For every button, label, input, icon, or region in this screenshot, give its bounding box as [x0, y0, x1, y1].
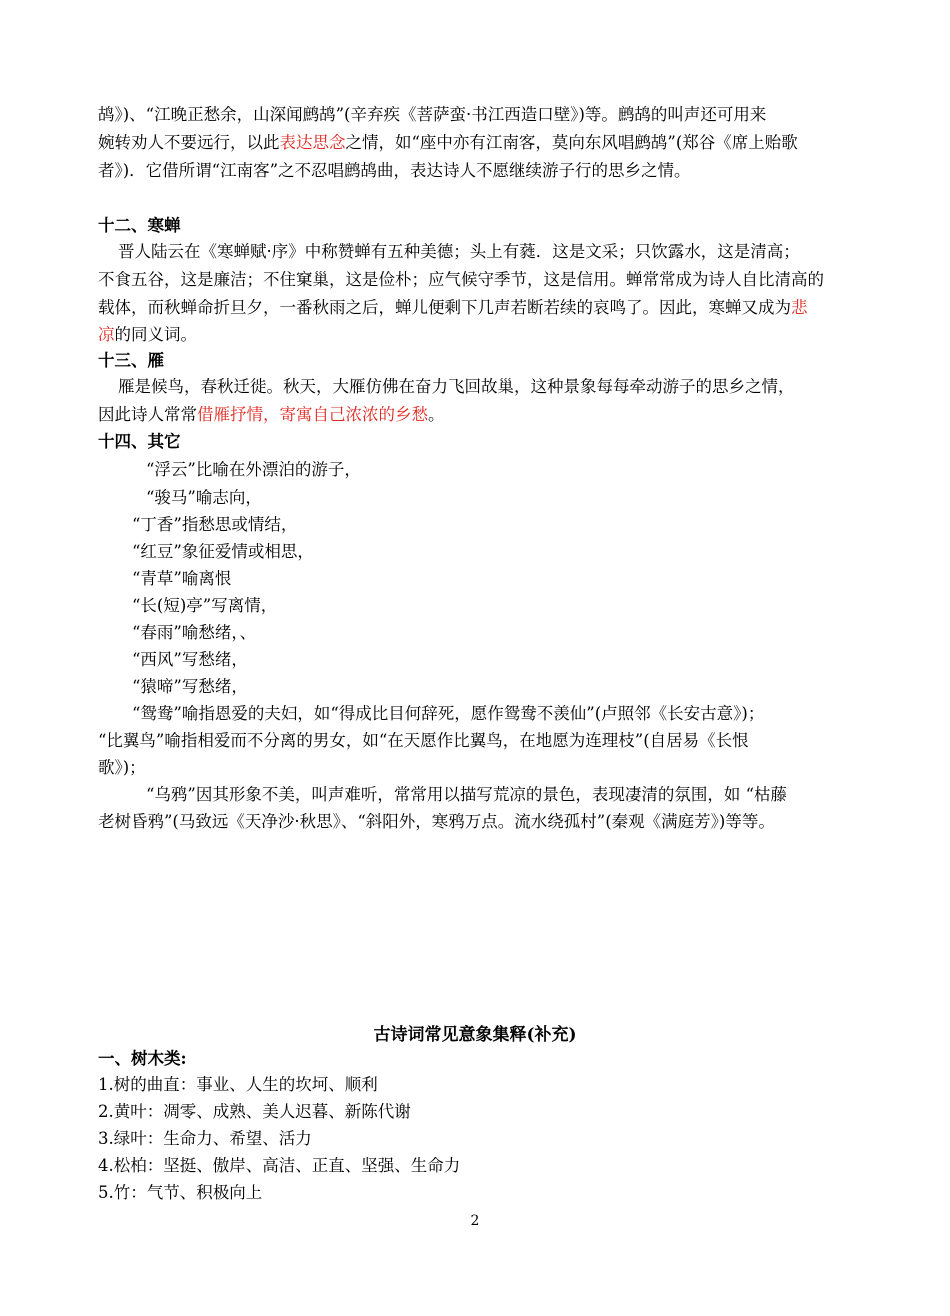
section-heading: 一、树木类: — [98, 1049, 187, 1068]
text-span: 因此诗人常常 — [98, 405, 197, 424]
list-item: 1.树的曲直：事业、人生的坎坷、顺利 — [98, 1075, 378, 1094]
paragraph-line — [98, 266, 824, 293]
list-item: “青草”喻离恨 — [132, 569, 232, 588]
list-item: 歌》)； — [98, 758, 146, 777]
highlight-text: 悲 — [791, 298, 808, 317]
text-span: 晋人陆云在《寒蝉赋·序》中称赞蝉有五种美德；头上有蕤．这是文采；只饮露水，这是清高； — [118, 242, 800, 261]
list-item: 4.松柏：坚挺、傲岸、高洁、正直、坚强、生命力 — [98, 1156, 461, 1175]
highlight-text: 借雁抒情，寄寓自己浓浓的乡愁 — [197, 405, 428, 424]
list-item: “猿啼”写愁绪， — [132, 677, 248, 696]
paragraph-line — [98, 101, 766, 128]
paragraph-line — [118, 373, 795, 400]
paragraph-line — [98, 401, 445, 428]
text-span: 者》)．它借所谓“江南客”之不忍唱鹧鸪曲，表达诗人不愿继续游子行的思乡之情。 — [98, 161, 691, 180]
paragraph-line — [118, 238, 800, 265]
list-item: 2.黄叶：凋零、成熟、美人迟暮、新陈代谢 — [98, 1102, 411, 1121]
text-span: 雁是候鸟，春秋迁徙。秋天，大雁仿佛在奋力飞回故巢，这种景象每每牵动游子的思乡之情， — [118, 377, 795, 396]
text-span: 的同义词。 — [114, 325, 197, 344]
list-item: “浮云”比喻在外漂泊的游子， — [146, 460, 361, 479]
supplement-title: 古诗词常见意象集释(补充) — [373, 1025, 577, 1045]
list-item: “红豆”象征爱情或相思， — [132, 542, 314, 561]
text-span: 不食五谷，这是廉洁；不住窠巢，这是俭朴；应气候守季节，这是信用。蝉常常成为诗人自比清高的 — [98, 270, 824, 289]
page-number: 2 — [470, 1213, 480, 1229]
list-item: “鸳鸯”喻指恩爱的夫妇，如“得成比目何辞死，愿作鸳鸯不羡仙”(卢照邻《长安古意》)； — [132, 704, 765, 723]
paragraph-line — [98, 321, 197, 348]
list-item: 老树昏鸦”(马致远《天净沙·秋思》、“斜阳外，寒鸦万点。流水绕孤村”(秦观《满庭芳》)等等。 — [98, 812, 775, 831]
list-item: “春雨”喻愁绪，、 — [132, 623, 257, 642]
list-item: “长(短)亭”写离情， — [132, 596, 278, 615]
list-item: “乌鸦”因其形象不美，叫声难听，常常用以描写荒凉的景色，表现凄清的氛围，如 “枯藤 — [146, 785, 788, 804]
paragraph-line — [98, 129, 798, 156]
text-span: 鸪》)、“江晚正愁余，山深闻鹧鸪”(辛弃疾《菩萨蛮·书江西造口壁》)等。鹧鸪的叫声还可用来 — [98, 105, 767, 124]
list-item: “骏马”喻志向， — [146, 488, 262, 507]
section-heading: 十三、雁 — [98, 351, 164, 370]
paragraph-line — [98, 157, 691, 184]
text-span: 。 — [428, 405, 445, 424]
list-item: “比翼鸟”喻指相爱而不分离的男女，如“在天愿作比翼鸟，在地愿为连理枝”(自居易《长恨 — [98, 731, 749, 750]
text-span: 婉转劝人不要远行，以此 — [98, 133, 280, 152]
highlight-text: 表达思念 — [279, 133, 346, 152]
text-span: 载体，而秋蝉命折旦夕，一番秋雨之后，蝉儿便剩下几声若断若续的哀鸣了。因此，寒蝉又成为 — [98, 298, 791, 317]
paragraph-line — [98, 294, 808, 321]
text-span: 之情，如“座中亦有江南客，莫向东风唱鹧鸪”(郑谷《席上贻歌 — [345, 133, 798, 152]
list-item: 3.绿叶：生命力、希望、活力 — [98, 1129, 312, 1148]
section-heading: 十二、寒蝉 — [98, 216, 181, 235]
list-item: “丁香”指愁思或情结， — [132, 515, 298, 534]
list-item: 5.竹：气节、积极向上 — [98, 1183, 263, 1202]
section-heading: 十四、其它 — [98, 432, 181, 451]
list-item: “西风”写愁绪， — [132, 650, 248, 669]
highlight-text: 凉 — [98, 325, 115, 344]
